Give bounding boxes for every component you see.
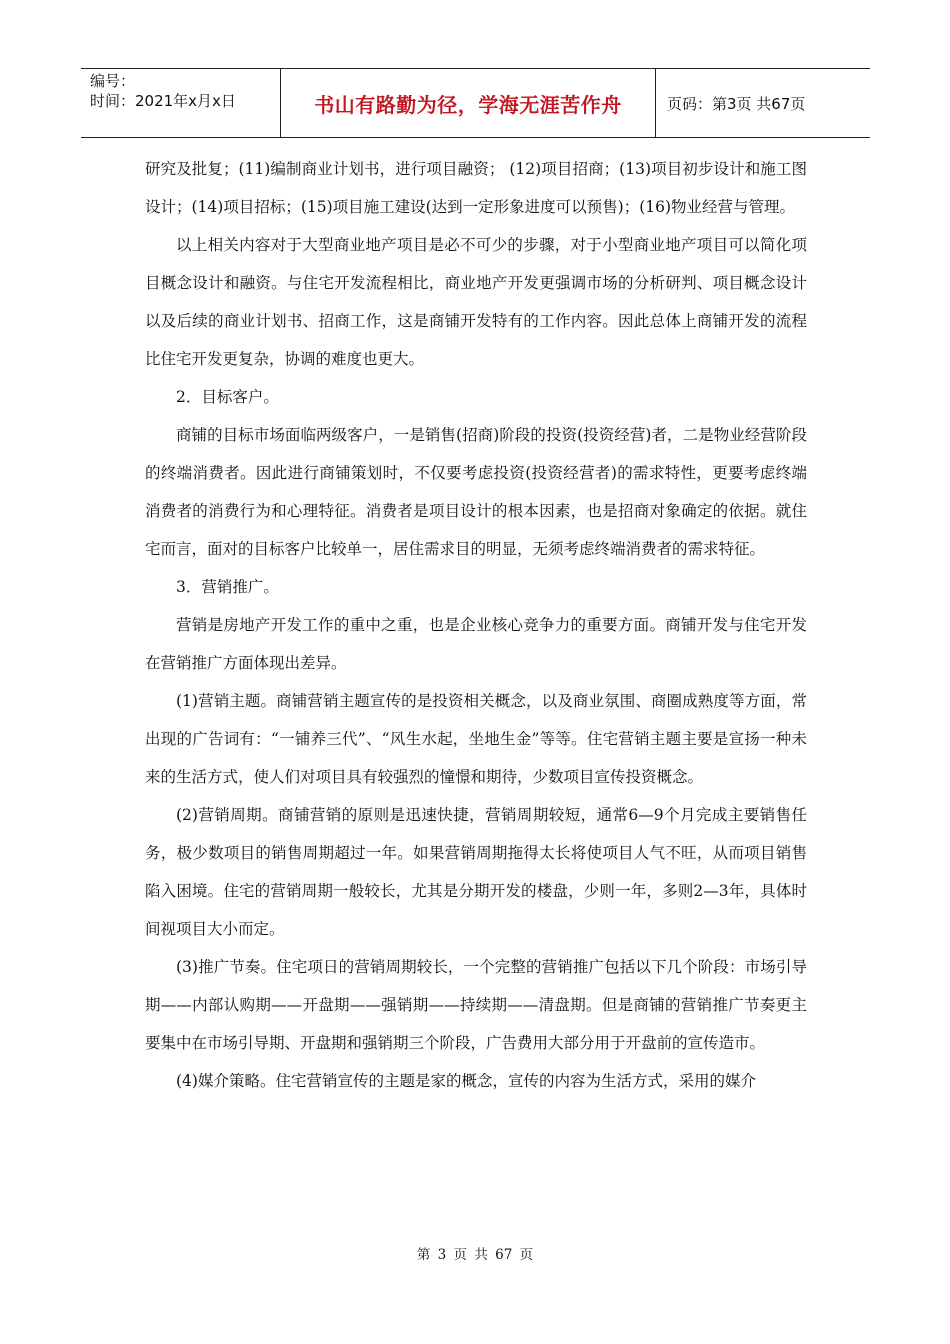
header-page-code: 页码：第3页 共67页 [667,94,806,113]
header-motto: 书山有路勤为径，学海无涯苦作舟 [314,92,622,117]
document-number-label: 编号： [90,72,136,90]
body-paragraph: (2)营销周期。商铺营销的原则是迅速快捷，营销周期较短，通常6—9个月完成主要销售任务，极少数项目的销售周期超过一年。如果营销周期拖得太长将使项目人气不旺，从而项目销售陷入困境。住宅的营销周期一般较长，尤其是分期开发的楼盘，少则一年，多则2—3年，具体时间视项目大小而定。 [145,806,807,938]
body-paragraph: 营销是房地产开发工作的重中之重，也是企业核心竞争力的重要方面。商铺开发与住宅开发在营销推广方面体现出差异。 [145,616,807,672]
body-paragraph: 研究及批复；(11)编制商业计划书，进行项目融资； (12)项目招商；(13)项目初步设计和施工图设计；(14)项目招标；(15)项目施工建设(达到一定形象进度可以预售)；(16)物业经营与管理。 [145,160,807,216]
header-page-code-cell [656,69,870,137]
body-paragraph: 2．目标客户。 [176,388,279,406]
document-time-label: 时间：2021年x月x日 [90,92,236,110]
page-header [81,68,870,138]
page-footer: 第 3 页 共 67 页 [416,1247,534,1263]
header-meta [81,69,281,137]
header-motto-cell [281,69,656,137]
body-paragraph: (1)营销主题。商铺营销主题宣传的是投资相关概念，以及商业氛围、商圈成熟度等方面，常出现的广告词有：“一铺养三代”、“风生水起，坐地生金”等等。住宅营销主题主要是宣扬一种未来的生活方式，使人们对项目具有较强烈的憧憬和期待，少数项目宣传投资概念。 [145,692,807,786]
body-paragraph: 3．营销推广。 [176,578,279,596]
body-paragraph: 商铺的目标市场面临两级客户，一是销售(招商)阶段的投资(投资经营)者，二是物业经营阶段的终端消费者。因此进行商铺策划时，不仅要考虑投资(投资经营者)的需求特性，更要考虑终端消费者的消费行为和心理特征。消费者是项目设计的根本因素，也是招商对象确定的依据。就住宅而言，面对的目标客户比较单一，居住需求目的明显，无须考虑终端消费者的需求特征。 [145,426,807,558]
body-paragraph: 以上相关内容对于大型商业地产项目是必不可少的步骤，对于小型商业地产项目可以简化项目概念设计和融资。与住宅开发流程相比，商业地产开发更强调市场的分析研判、项目概念设计以及后续的商业计划书、招商工作，这是商铺开发特有的工作内容。因此总体上商铺开发的流程比住宅开发更复杂，协调的难度也更大。 [145,236,807,368]
body-paragraph: (3)推广节奏。住宅项日的营销周期较长，一个完整的营销推广包括以下几个阶段：市场引导期——内部认购期——开盘期——强销期——持续期——清盘期。但是商铺的营销推广节奏更主要集中在市场引导期、开盘期和强销期三个阶段，广告费用大部分用于开盘前的宣传造市。 [145,958,807,1052]
body-paragraph: (4)媒介策略。住宅营销宣传的主题是家的概念，宣传的内容为生活方式，采用的媒介 [176,1072,756,1090]
document-body [145,150,807,1100]
